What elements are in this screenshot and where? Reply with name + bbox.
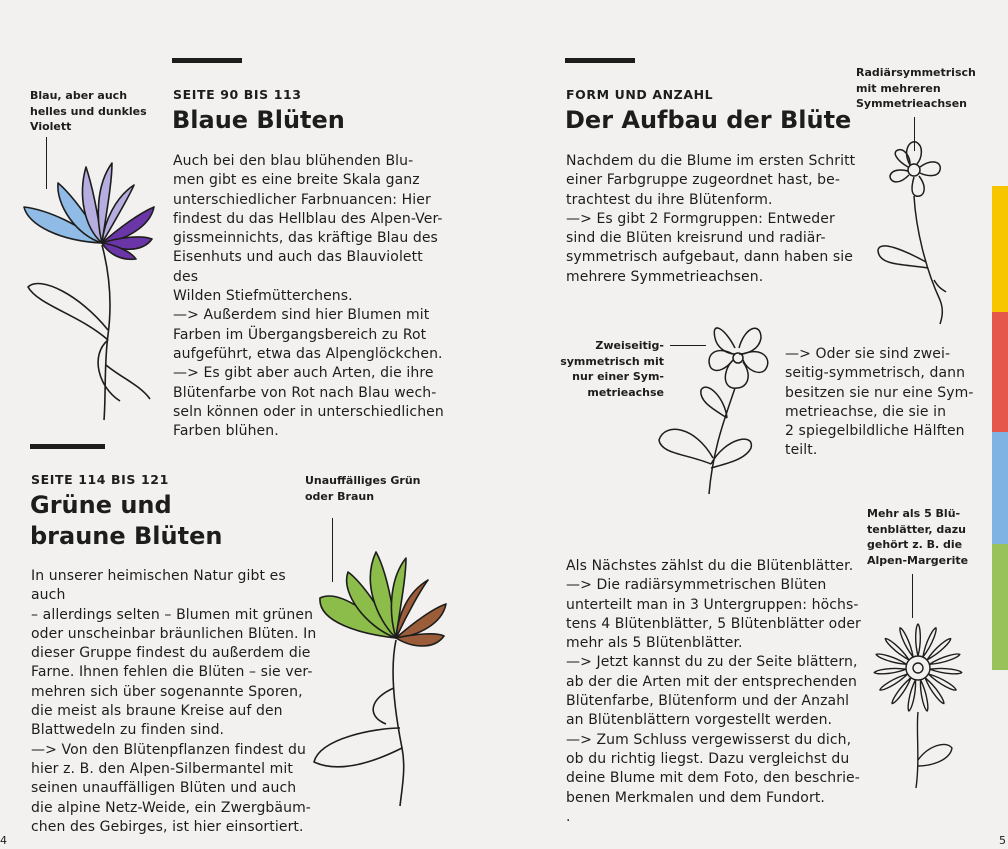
color-tab-red bbox=[992, 312, 1008, 432]
bilateral-flower-illustration bbox=[655, 318, 775, 500]
margerite-illustration bbox=[870, 620, 970, 790]
section-rule-form bbox=[565, 58, 635, 63]
color-tab-yellow bbox=[992, 186, 1008, 312]
radial-flower-illustration bbox=[870, 140, 960, 325]
heading-green-line1: Grüne und bbox=[30, 491, 172, 519]
body-flower-form: Nachdem du die Blume im ersten Schritt einer Farbgruppe zugeordnet hast, be- trachtest du ihre Blütenform. —> Es gibt 2 Formgruppen: Entweder sind die Blüten kreisrund und radiär- symmetrisch aufgebaut, dann haben sie mehrere Symmetrieachsen. bbox=[566, 153, 856, 285]
caption-blue: Blau, aber auch helles und dunkles Violett bbox=[30, 89, 147, 133]
color-tab-green bbox=[992, 544, 1008, 670]
body-bilateral: —> Oder sie sind zwei- seitig-symmetrisch, dann besitzen sie nur eine Sym- metrieachse, die sie in 2 spiegelbildliche Hälften teilt. bbox=[785, 346, 974, 459]
body-green-flowers: In unserer heimischen Natur gibt es auch – allerdings selten – Blumen mit grünen oder unscheinbar bräunlichen Blüten. In dieser Gruppe findest du außerdem die Farne. Ihnen fehlen die Blüten – sie ver- mehren sich über sogenannte Sporen, die meist als braune Kreise auf den Blattwedeln zu finden sind. —> Von den Blütenpflanzen findest du hier z. B. den Alpen-Silbermantel mit seinen unauffälligen Blüten und auch die alpine Netz-Weide, ein Zwergbäum- chen des Gebirges, ist hier einsortiert. bbox=[31, 568, 317, 835]
heading-green-line2: braune Blüten bbox=[30, 522, 223, 550]
caption-margerite-pointer bbox=[912, 574, 913, 618]
color-tab-blue bbox=[992, 432, 1008, 544]
green-brown-flower-illustration bbox=[310, 548, 460, 808]
kicker-blue: SEITE 90 BIS 113 bbox=[173, 87, 302, 102]
body-petal-count: Als Nächstes zählst du die Blütenblätter. —> Die radiärsymmetrischen Blüten unterteilt man in 3 Untergruppen: höchs- tens 4 Blütenblätter, 5 Blütenblätter oder mehr als 5 Blütenblätter. —> Jetzt kannst du zu der Seite blättern, ab der die Arten mit der entsprechenden Blütenfarbe, Blütenform und der Anzahl an Blütenblättern vorgestellt werden. —> Zum Schluss vergewisserst du dich, ob du richtig liegst. Dazu vergleichst du deine Blume mit dem Foto, den beschrie- benen Merkmalen und dem Fundort. . bbox=[566, 558, 861, 825]
blue-flower-illustration bbox=[20, 155, 170, 425]
body-blue-flowers: Auch bei den blau blühenden Blu- men gibt es eine breite Skala ganz unterschiedlicher Farbnuancen: Hier findest du das Hellblau des Alpen-Ver- gissmeinnichts, das kräftige Blau des Eisenhuts und auch das Blauviolett des Wilden Stiefmütterchens. —> Außerdem sind hier Blumen mit Farben im Übergangsbereich zu Rot aufgeführt, etwa das Alpenglöckchen. —> Es gibt aber auch Arten, die ihre Blütenfarbe von Rot nach Blau wech- seln können oder in unterschiedlichen Farben blühen. bbox=[173, 153, 444, 440]
caption-bilateral: Zweiseitig- symmetrisch mit nur einer Sym- metrieachse bbox=[560, 339, 664, 399]
page-number-left: 4 bbox=[0, 834, 7, 847]
heading-blue-flowers: Blaue Blüten bbox=[172, 106, 345, 134]
section-rule-blue bbox=[172, 58, 242, 63]
heading-flower-structure: Der Aufbau der Blüte bbox=[565, 106, 852, 134]
caption-radial: Radiärsymmetrisch mit mehreren Symmetrieachsen bbox=[856, 66, 976, 110]
section-rule-green bbox=[30, 444, 105, 449]
caption-green: Unauffälliges Grün oder Braun bbox=[305, 474, 421, 503]
caption-margerite: Mehr als 5 Blü- tenblätter, dazu gehört z. B. die Alpen-Margerite bbox=[867, 507, 969, 567]
kicker-green: SEITE 114 BIS 121 bbox=[31, 472, 169, 487]
page-number-right: 5 bbox=[999, 834, 1006, 847]
kicker-form: FORM UND ANZAHL bbox=[566, 87, 714, 102]
